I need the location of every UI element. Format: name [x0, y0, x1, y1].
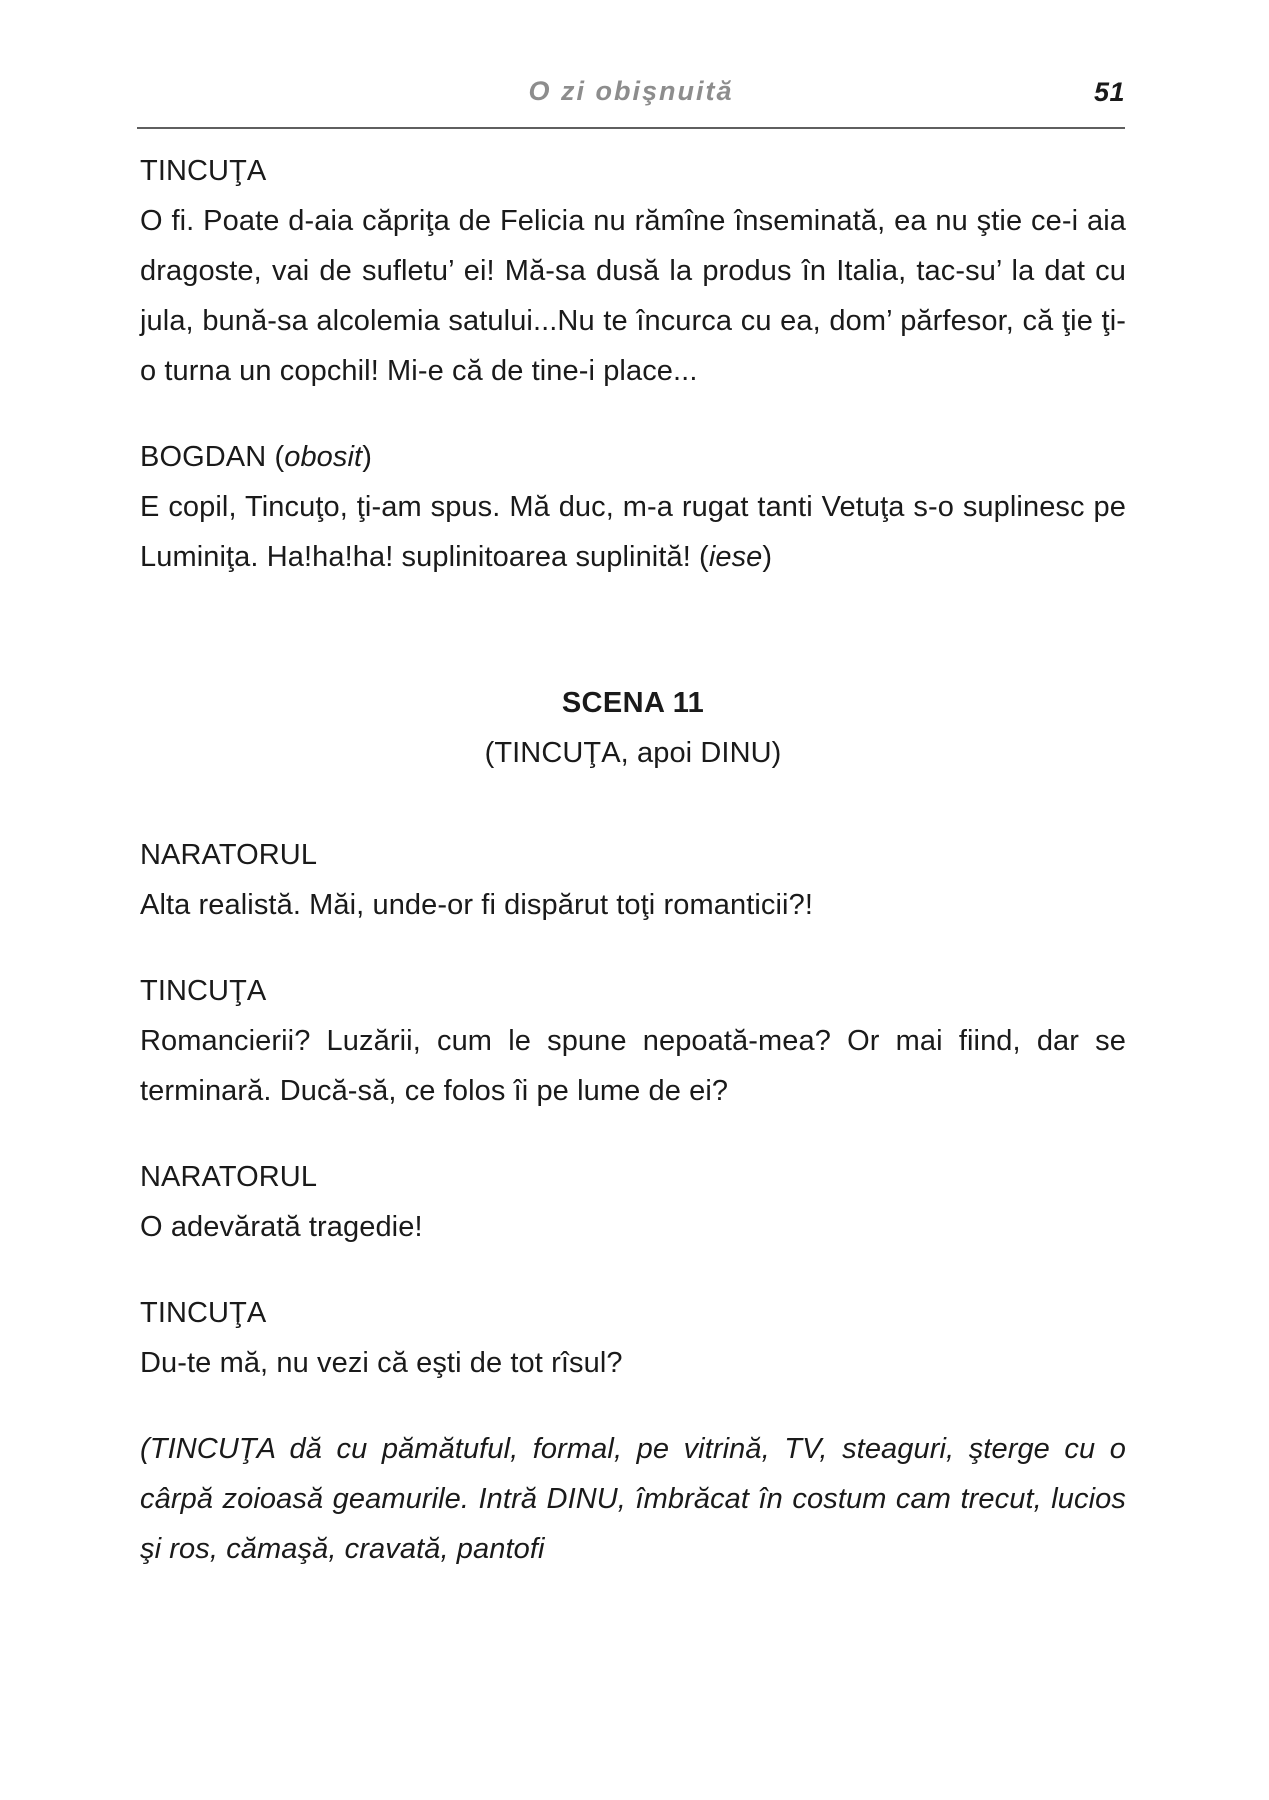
speech-block [140, 966, 1126, 1116]
speech-text-part-2: ) [762, 541, 773, 573]
speech-text: O adevărată tragedie! [140, 1211, 423, 1243]
speech-text: Romancierii? Luzării, cum le spune nepoată-mea? Or mai fiind, dar se terminară. Ducă-să, ce folos îi pe lume de ei? [140, 1025, 1126, 1107]
running-head-title: O zi obişnuită [528, 76, 734, 106]
speech-text: O fi. Poate d-aia căpriţa de Felicia nu rămîne înseminată, ea nu ştie ce-i aia dragoste, vai de sufletu’ ei! Mă-sa dusă la produs în Italia, tac-su’ la dat cu jula, bună-sa alcolemia satului...Nu te încurca cu ea, dom’ părfesor, că ţie ţi-o turna un copchil! Mi-e că de tine-i place... [140, 205, 1126, 387]
stage-direction-paragraph: (TINCUŢA dă cu pămătuful, formal, pe vitrină, TV, steaguri, şterge cu o cârpă zoioasă geamurile. Intră DINU, îmbrăcat în costum cam trecut, lucios şi ros, cămaşă, cravată, pantofi [140, 1433, 1126, 1565]
scene-heading [140, 678, 1126, 778]
speaker-cue [140, 432, 1126, 482]
speaker-parenthetical-close: ) [362, 441, 372, 473]
speech-text [140, 482, 1126, 582]
speech-block [140, 1152, 1126, 1252]
running-head [137, 78, 1125, 128]
speech-text-part-1: E copil, Tincuţo, ţi-am spus. Mă duc, m-a rugat tanti Vetuţa s-o suplinesc pe Luminiţa. Ha!ha!ha! suplinitoarea suplinită! ( [140, 491, 1126, 573]
speech-text: Alta realistă. Măi, unde-or fi dispărut toţi romanticii?! [140, 889, 813, 921]
text-column [140, 146, 1126, 1574]
header-divider-rule [137, 127, 1125, 129]
speaker-parenthetical-text: obosit [284, 441, 363, 473]
page-number: 51 [1093, 77, 1125, 107]
speaker-cue: TINCUŢA [140, 155, 267, 187]
speech-block [140, 830, 1126, 930]
speech-block [140, 1288, 1126, 1388]
speech-block [140, 432, 1126, 582]
speaker-cue: TINCUŢA [140, 1297, 267, 1329]
speaker-cue: NARATORUL [140, 839, 318, 871]
speech-text: Du-te mă, nu vezi că eşti de tot rîsul? [140, 1347, 623, 1379]
speaker-parenthetical-open: ( [266, 441, 285, 473]
scene-cast-list: (TINCUŢA, apoi DINU) [484, 737, 782, 769]
speaker-name: BOGDAN [140, 441, 267, 473]
speaker-cue: TINCUŢA [140, 975, 267, 1007]
speech-text-stage-italic: iese [708, 541, 763, 573]
scene-number: SCENA 11 [561, 687, 705, 719]
speaker-cue: NARATORUL [140, 1161, 318, 1193]
speech-block [140, 146, 1126, 396]
